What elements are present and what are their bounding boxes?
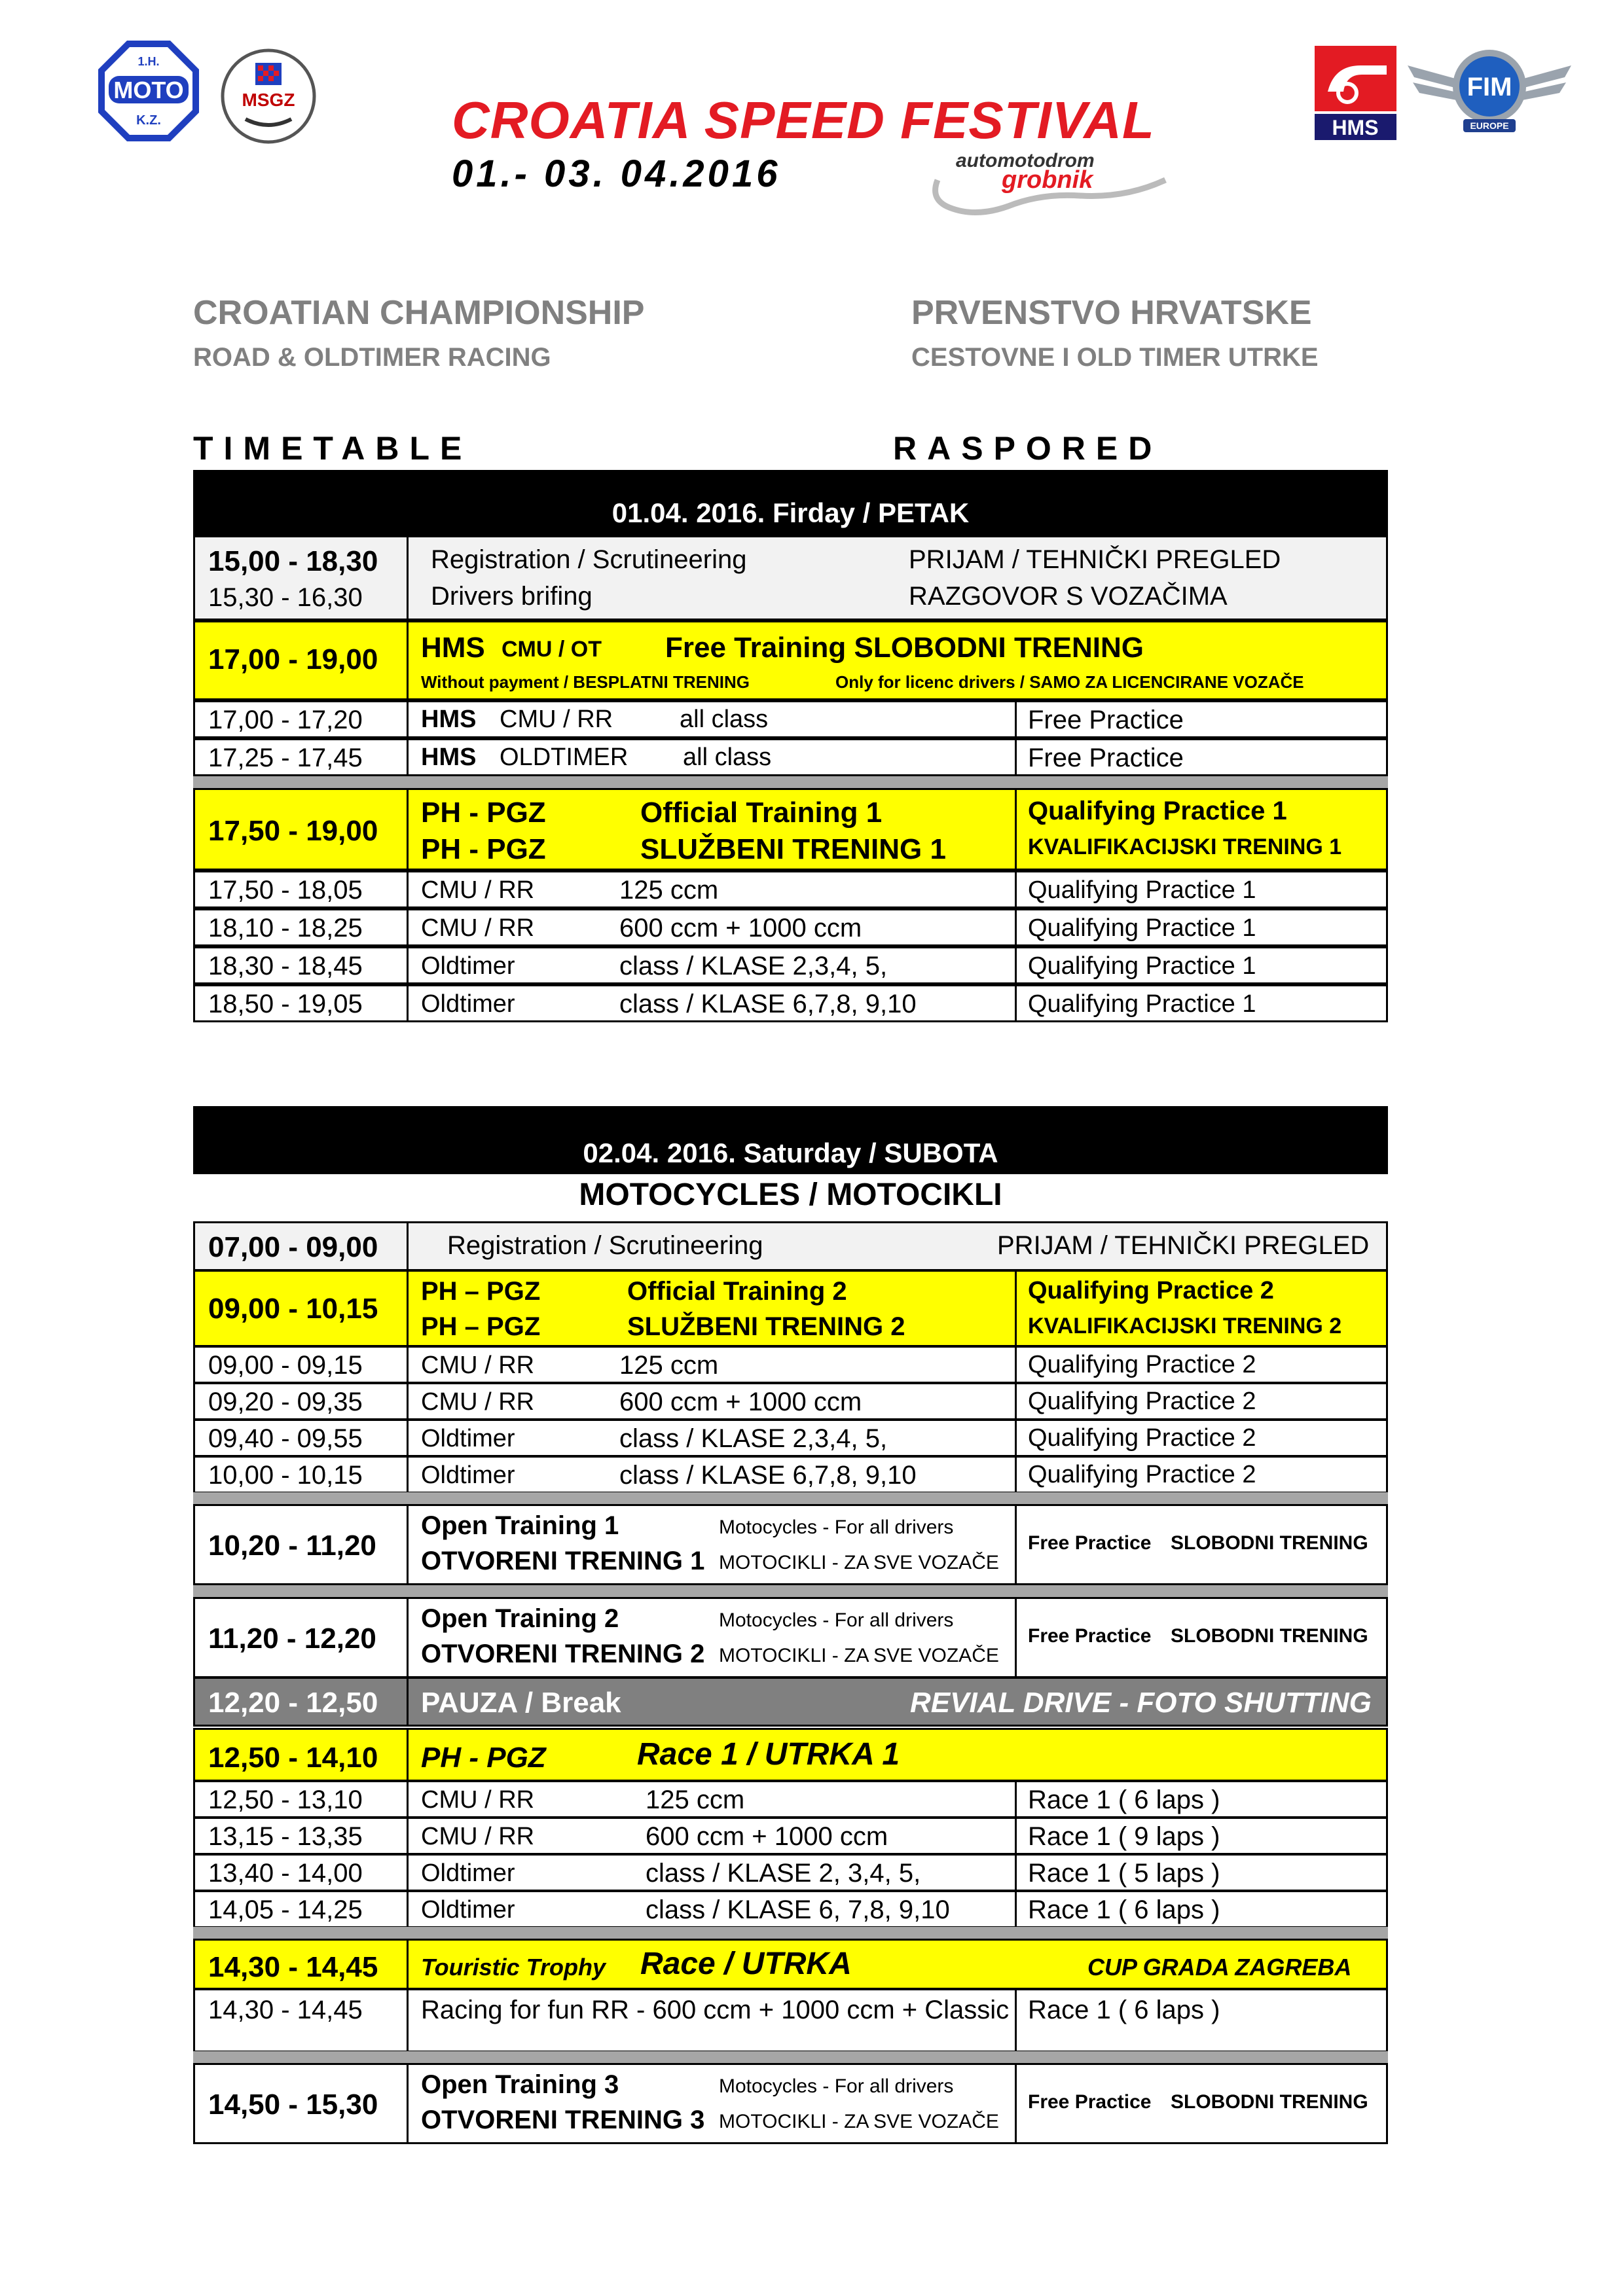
time: 12,50 - 13,10: [208, 1785, 363, 1814]
hms-logo-text: HMS: [1332, 116, 1379, 139]
session-title-hr: SLUŽBENI TRENING 2: [627, 1312, 905, 1341]
class: Oldtimer: [421, 1896, 515, 1924]
note: Motocycles - For all drivers: [719, 1516, 954, 1538]
session-type: Qualifying Practice 1: [1028, 797, 1287, 825]
session-type-hr: KVALIFIKACIJSKI TRENING 1: [1028, 834, 1342, 859]
class: CMU / RR: [500, 706, 613, 733]
session: Qualifying Practice 2: [1028, 1388, 1256, 1415]
all-class: all class: [680, 706, 769, 733]
race-title: Race / UTRKA: [640, 1946, 852, 1981]
activity: Drivers brifing: [431, 582, 593, 611]
table-row: [193, 1382, 1388, 1420]
time: 09,00 - 09,15: [208, 1351, 363, 1380]
engine-size: class / KLASE 6,7,8, 9,10: [619, 1461, 917, 1490]
note: Motocycles - For all drivers: [719, 1609, 954, 1631]
table-row: [193, 984, 1388, 1022]
divider: [193, 2051, 1388, 2063]
table-row: [193, 1780, 1388, 1818]
racing-for-fun: Racing for fun RR - 600 ccm + 1000 ccm + Classic: [421, 1996, 1010, 2024]
time: 14,05 - 14,25: [208, 1895, 363, 1924]
engine-size: 600 ccm + 1000 ccm: [646, 1822, 888, 1851]
svg-text:grobnik: grobnik: [1002, 166, 1093, 194]
day2-header-text: 02.04. 2016. Saturday / SUBOTA: [583, 1138, 998, 1168]
race-laps: Race 1 ( 9 laps ): [1028, 1822, 1220, 1851]
class: Oldtimer: [421, 1859, 515, 1887]
note: Without payment / BESPLATNI TRENING: [421, 672, 750, 692]
session-title: Open Training 3: [421, 2070, 619, 2099]
free-training-title: Free Training SLOBODNI TRENING: [665, 632, 1144, 664]
time: 14,50 - 15,30: [208, 2089, 378, 2121]
time: 12,20 - 12,50: [208, 1687, 378, 1719]
fim-europe-logo: [1408, 46, 1571, 134]
divider: [193, 1585, 1388, 1597]
grobnik-logo: [930, 147, 1192, 223]
session: Free Practice: [1028, 1532, 1152, 1554]
activity-hr: PRIJAM / TEHNIČKI PREGLED: [909, 545, 1281, 574]
session-hr: SLOBODNI TRENING: [1171, 2091, 1368, 2113]
organizer: PH – PGZ: [421, 1312, 541, 1341]
time: 17,50 - 19,00: [208, 815, 378, 847]
engine-size: 125 ccm: [619, 1351, 719, 1380]
championship-subheading-hr: CESTOVNE I OLD TIMER UTRKE: [911, 343, 1319, 372]
session-type-hr: KVALIFIKACIJSKI TRENING 2: [1028, 1314, 1342, 1338]
class: OLDTIMER: [500, 744, 629, 771]
time: 11,20 - 12,20: [208, 1623, 376, 1655]
pause-label: PAUZA / Break: [421, 1687, 621, 1719]
engine-size: 600 ccm + 1000 ccm: [619, 1388, 862, 1416]
session-type: Qualifying Practice 2: [1028, 1277, 1274, 1304]
table-row: [193, 1346, 1388, 1384]
class: CMU / RR: [421, 1786, 535, 1814]
session-hr: SLOBODNI TRENING: [1171, 1532, 1368, 1554]
svg-text:MSGZ: MSGZ: [242, 90, 295, 110]
session: Qualifying Practice 2: [1028, 1351, 1256, 1378]
table-row: [193, 1854, 1388, 1892]
session: Free Practice: [1028, 1625, 1152, 1647]
session-title-hr: OTVORENI TRENING 3: [421, 2106, 705, 2134]
activity: Registration / Scrutineering: [447, 1231, 763, 1260]
time: 13,15 - 13,35: [208, 1822, 363, 1851]
day1-registration-row: [193, 535, 1388, 620]
day1-timetable: [193, 470, 1388, 1037]
engine-size: 125 ccm: [619, 876, 719, 905]
divider: [193, 776, 1388, 788]
session-title-hr: SLUŽBENI TRENING 1: [640, 833, 946, 865]
time: 09,00 - 10,15: [208, 1293, 378, 1325]
championship-heading-hr: PRVENSTVO HRVATSKE: [911, 294, 1312, 332]
organizer: HMS: [421, 706, 477, 733]
class: CMU / RR: [421, 1388, 535, 1416]
revial-drive-label: REVIAL DRIVE - FOTO SHUTTING: [910, 1687, 1372, 1719]
table-row: [193, 1456, 1388, 1494]
championship-heading-en: CROATIAN CHAMPIONSHIP: [193, 294, 645, 332]
table-row: [193, 1817, 1388, 1855]
engine-size: class / KLASE 6,7,8, 9,10: [619, 990, 917, 1018]
time: 10,00 - 10,15: [208, 1461, 363, 1490]
divider: [193, 1492, 1388, 1504]
time: 17,00 - 17,20: [208, 706, 363, 734]
day2-registration-row: [193, 1221, 1388, 1271]
day2-official-training-row: [193, 1270, 1388, 1347]
time: 10,20 - 11,20: [208, 1530, 376, 1562]
festival-dates: 01.- 03. 04.2016: [452, 152, 781, 195]
day2-timetable: [193, 1106, 1388, 2186]
svg-text:1.H.: 1.H.: [137, 55, 160, 68]
session: Qualifying Practice 1: [1028, 914, 1256, 942]
festival-title: CROATIA SPEED FESTIVAL: [452, 91, 1155, 149]
svg-text:automotodrom: automotodrom: [956, 150, 1095, 171]
table-row: [193, 738, 1388, 776]
time: 15,30 - 16,30: [208, 583, 363, 612]
time: 15,00 - 18,30: [208, 545, 378, 577]
day2-open-training-1-row: [193, 1504, 1388, 1585]
race-laps: Race 1 ( 6 laps ): [1028, 1996, 1220, 2024]
svg-text:MOTO: MOTO: [113, 77, 184, 103]
time: 17,50 - 18,05: [208, 876, 363, 905]
race-laps: Race 1 ( 6 laps ): [1028, 1785, 1220, 1814]
table-row: [193, 1988, 1388, 2053]
time: 18,10 - 18,25: [208, 914, 363, 942]
session-hr: SLOBODNI TRENING: [1171, 1625, 1368, 1647]
day1-header: [193, 470, 1388, 535]
session-title: Official Training 2: [627, 1277, 847, 1306]
organizer: PH - PGZ: [421, 1742, 546, 1774]
session-title: Open Training 1: [421, 1511, 619, 1540]
class: Oldtimer: [421, 1425, 515, 1452]
engine-size: class / KLASE 2,3,4, 5,: [619, 952, 888, 980]
day2-header: [193, 1106, 1388, 1174]
organizer: PH – PGZ: [421, 1277, 541, 1306]
class: CMU / RR: [421, 876, 535, 904]
session-title: Official Training 1: [640, 797, 883, 829]
organizer: HMS: [421, 744, 477, 771]
table-row: [193, 700, 1388, 738]
time: 09,40 - 09,55: [208, 1424, 363, 1453]
day1-official-training-row: [193, 788, 1388, 870]
session: Qualifying Practice 2: [1028, 1461, 1256, 1488]
time: 17,00 - 19,00: [208, 643, 378, 675]
time: 18,30 - 18,45: [208, 952, 363, 980]
session: Free Practice: [1028, 744, 1184, 772]
class: CMU / RR: [421, 1352, 535, 1379]
session: Qualifying Practice 1: [1028, 952, 1256, 980]
time: 09,20 - 09,35: [208, 1388, 363, 1416]
day2-open-training-2-row: [193, 1597, 1388, 1678]
table-row: [193, 1419, 1388, 1457]
session: Qualifying Practice 2: [1028, 1424, 1256, 1452]
engine-size: 600 ccm + 1000 ccm: [619, 914, 862, 942]
divider: [193, 1927, 1388, 1939]
organizer: HMS: [421, 632, 485, 664]
touristic-trophy-label: Touristic Trophy: [421, 1954, 606, 1981]
organizer: PH - PGZ: [421, 833, 546, 865]
note: Motocycles - For all drivers: [719, 2075, 954, 2097]
class: Oldtimer: [421, 1462, 515, 1489]
day2-open-training-3-row: [193, 2063, 1388, 2144]
time: 14,30 - 14,45: [208, 1951, 378, 1983]
table-row: [193, 908, 1388, 946]
day1-header-text: 01.04. 2016. Firday / PETAK: [611, 497, 970, 528]
hms-logo: [1315, 46, 1396, 141]
activity-hr: PRIJAM / TEHNIČKI PREGLED: [997, 1231, 1370, 1260]
note-hr: MOTOCIKLI - ZA SVE VOZAČE: [719, 1645, 999, 1666]
engine-size: class / KLASE 2, 3,4, 5,: [646, 1859, 921, 1888]
class: Oldtimer: [421, 952, 515, 980]
session: Free Practice: [1028, 2091, 1152, 2113]
session: Free Practice: [1028, 706, 1184, 734]
session: Qualifying Practice 1: [1028, 990, 1256, 1018]
class: CMU / RR: [421, 914, 535, 942]
time: 12,50 - 14,10: [208, 1742, 378, 1774]
svg-text:EUROPE: EUROPE: [1470, 120, 1509, 131]
svg-text:K.Z.: K.Z.: [136, 113, 161, 128]
msgz-logo: [219, 47, 318, 145]
session-title: Open Training 2: [421, 1604, 619, 1633]
time: 14,30 - 14,45: [208, 1996, 363, 2024]
race-laps: Race 1 ( 5 laps ): [1028, 1859, 1220, 1888]
time: 13,40 - 14,00: [208, 1859, 363, 1888]
day2-touristic-trophy-row: [193, 1939, 1388, 1990]
all-class: all class: [683, 744, 772, 771]
session-title-hr: OTVORENI TRENING 2: [421, 1640, 705, 1668]
class: CMU / RR: [421, 1823, 535, 1850]
class: Oldtimer: [421, 990, 515, 1018]
moto-kz-logo: [97, 39, 200, 143]
day1-free-training-row: [193, 620, 1388, 700]
race-title: Race 1 / UTRKA 1: [637, 1737, 900, 1772]
day2-subheader: MOTOCYCLES / MOTOCIKLI: [579, 1177, 1002, 1212]
session-title-hr: OTVORENI TRENING 1: [421, 1547, 705, 1575]
organizer: PH - PGZ: [421, 797, 546, 829]
championship-subheading-en: ROAD & OLDTIMER RACING: [193, 343, 551, 372]
timetable-label: TIMETABLE: [193, 430, 473, 467]
day2-pause-row: [193, 1677, 1388, 1727]
session: Qualifying Practice 1: [1028, 876, 1256, 904]
activity: Registration / Scrutineering: [431, 545, 747, 574]
raspored-label: RASPORED: [893, 430, 1163, 467]
engine-size: class / KLASE 2,3,4, 5,: [619, 1424, 888, 1453]
cup-label: CUP GRADA ZAGREBA: [1087, 1954, 1352, 1981]
note-hr: MOTOCIKLI - ZA SVE VOZAČE: [719, 2111, 999, 2132]
table-row: [193, 870, 1388, 908]
time: 18,50 - 19,05: [208, 990, 363, 1018]
activity-hr: RAZGOVOR S VOZAČIMA: [909, 582, 1228, 611]
table-row: [193, 946, 1388, 984]
time: 17,25 - 17,45: [208, 744, 363, 772]
race-laps: Race 1 ( 6 laps ): [1028, 1895, 1220, 1924]
category: CMU / OT: [501, 637, 602, 662]
svg-text:FIM: FIM: [1467, 73, 1512, 101]
engine-size: class / KLASE 6, 7,8, 9,10: [646, 1895, 950, 1924]
time: 07,00 - 09,00: [208, 1231, 378, 1263]
engine-size: 125 ccm: [646, 1785, 745, 1814]
note: Only for licenc drivers / SAMO ZA LICENCIRANE VOZAČE: [835, 672, 1304, 692]
day2-race1-row: [193, 1728, 1388, 1782]
table-row: [193, 1890, 1388, 1928]
note-hr: MOTOCIKLI - ZA SVE VOZAČE: [719, 1552, 999, 1573]
